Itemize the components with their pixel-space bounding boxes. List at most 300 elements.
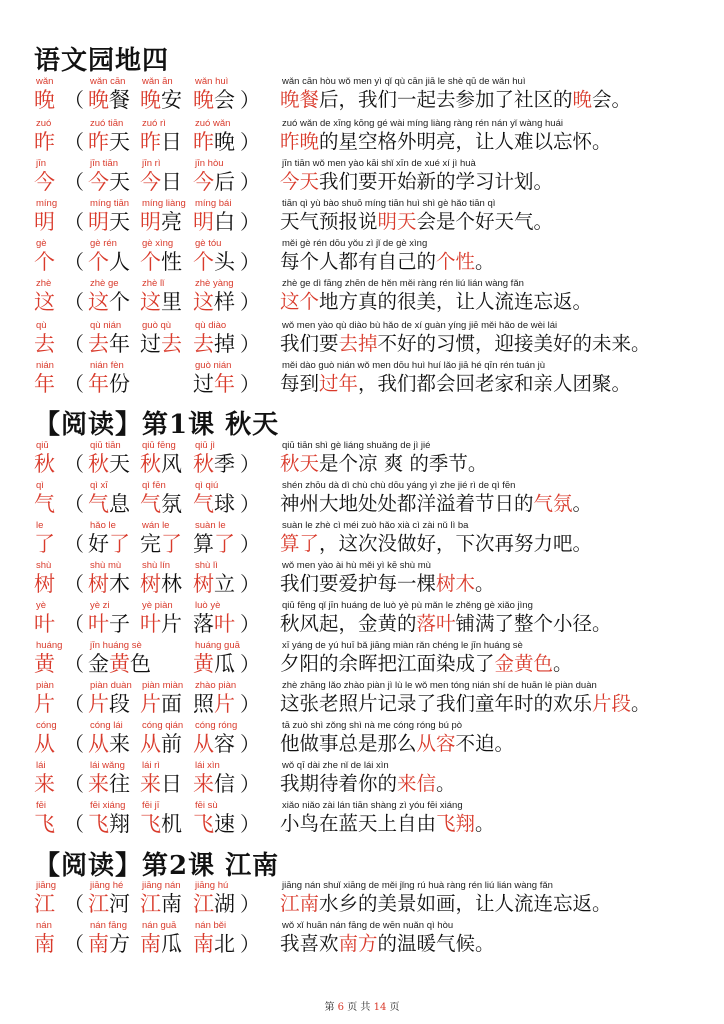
word-character: 性: [161, 250, 182, 274]
vocab-row: [0, 720, 724, 758]
word-character: 晚: [140, 88, 161, 112]
word-pinyin: piàn duàn: [90, 680, 132, 691]
word-pinyin: zuó wǎn: [195, 118, 231, 129]
word-character: 里: [161, 290, 182, 314]
highlight-word: 落叶: [416, 612, 456, 635]
word-character: 去: [161, 332, 182, 356]
word-character: 了: [161, 532, 182, 556]
word: [140, 129, 182, 155]
example-sentence: [280, 611, 612, 637]
open-paren: （: [64, 130, 84, 154]
vocab-row: [0, 560, 724, 598]
word: [193, 169, 235, 195]
word: [88, 731, 130, 757]
word-pinyin: cóng lái: [90, 720, 123, 731]
sentence-text: 的星空格外明亮，让人难以忘怀。: [319, 130, 612, 153]
word-character: 片: [214, 692, 235, 716]
word-character: 南: [161, 892, 182, 916]
word-pinyin: zuó tiān: [90, 118, 124, 129]
close-paren: ）: [240, 210, 260, 234]
highlight-word: 这个: [280, 290, 320, 313]
word-character: 容: [214, 732, 235, 756]
word-character: 昨: [88, 130, 109, 154]
word-character: 这: [140, 290, 161, 314]
char-pinyin: míng: [36, 198, 58, 209]
sentence-pinyin: zhè ge dì fāng zhēn de hěn měi ràng rén liú lián wàng fǎn: [282, 278, 524, 289]
word-pinyin: cóng róng: [195, 720, 238, 731]
close-paren: ）: [240, 892, 260, 916]
sentence-text: 我们要开始新的学习计划。: [319, 170, 554, 193]
sentence-text: 后，我们一起去参加了社区的: [319, 88, 573, 111]
close-paren: ）: [240, 732, 260, 756]
sentence-text: 每个人都有自己的: [280, 250, 437, 273]
word-character: 这: [193, 290, 214, 314]
close-paren: ）: [240, 572, 260, 596]
char-pinyin: zhè: [36, 278, 52, 289]
sentence-text: 铺满了整个小径。: [455, 612, 612, 635]
section-title: 语文园地四: [34, 46, 170, 76]
word-character: 安: [161, 88, 182, 112]
word-character: 片: [140, 692, 161, 716]
vocab-row: [0, 118, 724, 156]
word: [88, 451, 130, 477]
word-character: 来: [140, 772, 161, 796]
word-character: 个: [140, 250, 161, 274]
word-character: 今: [193, 170, 214, 194]
word: [193, 451, 235, 477]
sentence-pinyin: zuó wǎn de xīng kōng gé wài míng liàng ràng rén nán yǐ wàng huái: [282, 118, 563, 129]
word-pinyin: nián fèn: [90, 360, 124, 371]
example-sentence: [280, 331, 651, 357]
word-pinyin: nán guā: [142, 920, 177, 931]
word: [88, 169, 130, 195]
char-pinyin: jīn: [36, 158, 47, 169]
sentence-text: 夕阳的余晖把江面染成了: [280, 652, 495, 675]
word-pinyin: wǎn cān: [90, 76, 126, 87]
close-paren: ）: [240, 332, 260, 356]
word: [193, 129, 235, 155]
word-pinyin: míng liàng: [142, 198, 186, 209]
highlight-word: 个性: [436, 250, 476, 273]
footer-pre: 第: [324, 1002, 338, 1013]
example-sentence: [280, 891, 612, 917]
word: [88, 771, 130, 797]
word-character: 北: [214, 932, 235, 956]
char-pinyin: huáng: [36, 640, 63, 651]
main-character: 去: [34, 332, 55, 356]
main-character: 黄: [34, 652, 55, 676]
sentence-pinyin: shén zhōu dà dì chù chù dōu yáng yì zhe jié rì de qì fēn: [282, 480, 516, 491]
word-pinyin: qiū jì: [195, 440, 216, 451]
word-character: 秋: [88, 452, 109, 476]
word-pinyin: gè xìng: [142, 238, 174, 249]
word: [88, 811, 130, 837]
word-character: 来: [193, 772, 214, 796]
word: [88, 331, 130, 357]
vocab-row: [0, 198, 724, 236]
char-pinyin: qì: [36, 480, 44, 491]
word: [88, 209, 130, 235]
word: [193, 491, 235, 517]
highlight-word: 来信: [397, 772, 437, 795]
close-paren: ）: [240, 612, 260, 636]
word-character: 人: [109, 250, 130, 274]
open-paren: （: [64, 290, 84, 314]
word-pinyin: wǎn ān: [142, 76, 173, 87]
word: [193, 891, 235, 917]
close-paren: ）: [240, 290, 260, 314]
open-paren: （: [64, 732, 84, 756]
open-paren: （: [64, 572, 84, 596]
word: [140, 331, 182, 357]
word-character: 速: [214, 812, 235, 836]
word-character: 江: [88, 892, 109, 916]
word-pinyin: qì xī: [90, 480, 108, 491]
word: [140, 491, 182, 517]
word-character: 南: [193, 932, 214, 956]
sentence-pinyin: xiǎo niǎo zài lán tiān shàng zì yóu fēi xiáng: [282, 800, 463, 811]
word-pinyin: qì fēn: [142, 480, 166, 491]
example-sentence: [280, 209, 553, 235]
word-character: 木: [109, 572, 130, 596]
main-character: 今: [34, 170, 55, 194]
example-sentence: [280, 371, 631, 397]
word-character: 气: [140, 492, 161, 516]
word-character: 气: [193, 492, 214, 516]
main-character: 树: [34, 572, 55, 596]
word: [193, 731, 235, 757]
word-pinyin: luò yè: [195, 600, 221, 611]
word: [140, 531, 182, 557]
char-pinyin: jiāng: [36, 880, 57, 891]
word-character: 年: [214, 372, 235, 396]
word: [88, 491, 130, 517]
vocab-row: [0, 920, 724, 958]
sentence-text: 不迫。: [455, 732, 515, 755]
vocab-row: [0, 800, 724, 838]
word-character: 来: [109, 732, 130, 756]
word-pinyin: zhè yàng: [195, 278, 234, 289]
word-pinyin: lái wǎng: [90, 760, 125, 771]
char-pinyin: yè: [36, 600, 47, 611]
main-character: 来: [34, 772, 55, 796]
open-paren: （: [64, 772, 84, 796]
word-character: 黄: [193, 652, 214, 676]
word: [140, 249, 182, 275]
sentence-text: 我喜欢: [280, 932, 339, 955]
word-character: 日: [161, 772, 182, 796]
word: [193, 209, 235, 235]
sentence-text: 。: [436, 772, 456, 795]
main-character: 飞: [34, 812, 55, 836]
word-character: 白: [214, 210, 235, 234]
word-character: 河: [109, 892, 130, 916]
highlight-word: 过年: [319, 372, 359, 395]
word: [140, 289, 182, 315]
word-character: 从: [193, 732, 214, 756]
close-paren: ）: [240, 130, 260, 154]
word: [140, 209, 182, 235]
word-character: 昨: [193, 130, 214, 154]
word-pinyin: huáng guā: [195, 640, 240, 651]
word-character: 份: [109, 372, 130, 396]
word: [88, 691, 130, 717]
sentence-pinyin: suàn le zhè cì méi zuò hǎo xià cì zài nǔ lì ba: [282, 520, 469, 531]
word-character: 段: [109, 692, 130, 716]
word-character: 明: [140, 210, 161, 234]
word-pinyin: fēi jī: [142, 800, 160, 811]
char-pinyin: lái: [36, 760, 46, 771]
word-character: 过: [140, 332, 161, 356]
vocab-row: [0, 76, 724, 114]
main-character: 晚: [34, 88, 55, 112]
word-character: 南: [88, 932, 109, 956]
example-sentence: [280, 811, 495, 837]
highlight-word: 晚: [572, 88, 593, 111]
word-character: 日: [161, 170, 182, 194]
main-character: 江: [34, 892, 55, 916]
highlight-word: 去掉: [338, 332, 378, 355]
word-character: 片: [161, 612, 182, 636]
word-character: 后: [214, 170, 235, 194]
word-pinyin: shù lín: [142, 560, 170, 571]
word: [193, 691, 235, 717]
footer-post: 页: [386, 1002, 400, 1013]
word: [88, 651, 151, 677]
word: [88, 87, 130, 113]
sentence-pinyin: wǒ men yào qù diào bù hǎo de xí guàn yíng jiē měi hǎo de wèi lái: [282, 320, 558, 331]
word-character: 金: [88, 652, 109, 676]
word: [88, 531, 130, 557]
word-character: 飞: [193, 812, 214, 836]
word: [88, 129, 130, 155]
word: [193, 371, 235, 397]
main-character: 年: [34, 372, 55, 396]
sentence-text: 。: [631, 692, 651, 715]
highlight-word: 片段: [592, 692, 632, 715]
word-pinyin: piàn miàn: [142, 680, 184, 691]
char-pinyin: gè: [36, 238, 47, 249]
word-character: 了: [214, 532, 235, 556]
sentence-pinyin: tā zuò shì zǒng shì nà me cóng róng bú pò: [282, 720, 463, 731]
vocab-row: [0, 158, 724, 196]
vocab-row: [0, 440, 724, 478]
sentence-pinyin: wǒ xǐ huān nán fāng de wēn nuǎn qì hòu: [282, 920, 454, 931]
open-paren: （: [64, 532, 84, 556]
char-pinyin: qiū: [36, 440, 49, 451]
word-pinyin: lái xìn: [195, 760, 220, 771]
open-paren: （: [64, 372, 84, 396]
sentence-text: 。: [572, 492, 593, 515]
word-pinyin: jīn rì: [142, 158, 161, 169]
open-paren: （: [64, 170, 84, 194]
main-character: 气: [34, 492, 55, 516]
footer-mid: 页 共: [344, 1002, 374, 1013]
word-pinyin: jīn hòu: [195, 158, 224, 169]
word-pinyin: nán fāng: [90, 920, 127, 931]
highlight-word: 秋天: [280, 452, 320, 475]
word-character: 江: [193, 892, 214, 916]
sentence-text: 这张老照片记录了我们童年时的欢乐: [280, 692, 593, 715]
char-pinyin: nán: [36, 920, 52, 931]
word-character: 年: [88, 372, 109, 396]
word: [193, 249, 235, 275]
word-character: 去: [88, 332, 109, 356]
word-pinyin: qiū tiān: [90, 440, 121, 451]
word-pinyin: qiū fēng: [142, 440, 176, 451]
sentence-text: 我们要爱护每一棵: [280, 572, 437, 595]
sentence-pinyin: jiāng nán shuǐ xiāng de měi jǐng rú huà ràng rén liú lián wàng fǎn: [282, 880, 553, 891]
word-pinyin: yè zi: [90, 600, 110, 611]
word-character: 息: [109, 492, 130, 516]
word-character: 信: [214, 772, 235, 796]
word-pinyin: nán běi: [195, 920, 227, 931]
current-page-number: 6: [337, 1002, 345, 1013]
close-paren: ）: [240, 652, 260, 676]
word-pinyin: jīn tiān: [90, 158, 118, 169]
word-pinyin: yè piàn: [142, 600, 173, 611]
sentence-text: 。: [475, 572, 495, 595]
char-pinyin: zuó: [36, 118, 52, 129]
highlight-word: 昨晚: [280, 130, 320, 153]
word: [193, 931, 235, 957]
word: [140, 771, 182, 797]
word-pinyin: míng bái: [195, 198, 232, 209]
word-character: 今: [88, 170, 109, 194]
sentence-text: 我们要: [280, 332, 339, 355]
char-pinyin: piàn: [36, 680, 54, 691]
word-character: 球: [214, 492, 235, 516]
vocab-row: [0, 640, 724, 678]
word-pinyin: qì qiú: [195, 480, 219, 491]
word-character: 立: [214, 572, 235, 596]
vocab-row: [0, 880, 724, 918]
sentence-text: 。: [475, 812, 495, 835]
open-paren: （: [64, 88, 84, 112]
sentence-text: 小鸟在蓝天上自由: [280, 812, 437, 835]
word-pinyin: zhè ge: [90, 278, 119, 289]
highlight-word: 晚餐: [280, 88, 320, 111]
sentence-pinyin: zhè zhāng lǎo zhào piàn jì lù le wǒ men tóng nián shí de huān lè piàn duàn: [282, 680, 597, 691]
example-sentence: [280, 571, 495, 597]
word-character: 前: [161, 732, 182, 756]
highlight-word: 南方: [338, 932, 378, 955]
word-character: 晚: [193, 88, 214, 112]
word-pinyin: jiāng hé: [90, 880, 124, 891]
word-character: 机: [161, 812, 182, 836]
word-pinyin: gè tóu: [195, 238, 222, 249]
close-paren: ）: [240, 692, 260, 716]
word-character: 叶: [140, 612, 161, 636]
word-character: 氛: [161, 492, 182, 516]
vocab-row: [0, 320, 724, 358]
word: [193, 331, 235, 357]
vocab-row: [0, 278, 724, 316]
word-character: 翔: [109, 812, 130, 836]
word-character: 叶: [214, 612, 235, 636]
word: [88, 249, 130, 275]
word-character: 方: [109, 932, 130, 956]
word-character: 日: [161, 130, 182, 154]
close-paren: ）: [240, 812, 260, 836]
open-paren: （: [64, 692, 84, 716]
word-character: 湖: [214, 892, 235, 916]
word-character: 飞: [140, 812, 161, 836]
word-character: 季: [214, 452, 235, 476]
vocab-row: [0, 760, 724, 798]
word-character: 秋: [193, 452, 214, 476]
sentence-text: 他做事总是那么: [280, 732, 417, 755]
word: [193, 771, 235, 797]
word-character: 天: [109, 210, 130, 234]
vocab-row: [0, 600, 724, 638]
highlight-word: 金黄色: [494, 652, 554, 675]
word-character: 亮: [161, 210, 182, 234]
word-character: 黄: [109, 652, 130, 676]
main-character: 片: [34, 692, 55, 716]
sentence-pinyin: wǒ men yào ài hù měi yì kē shù mù: [282, 560, 431, 571]
word-character: 树: [88, 572, 109, 596]
example-sentence: [280, 651, 573, 677]
word-character: 树: [193, 572, 214, 596]
word-pinyin: suàn le: [195, 520, 226, 531]
word-character: 面: [161, 692, 182, 716]
sentence-text: 。: [553, 652, 573, 675]
word-character: 个: [109, 290, 130, 314]
word: [193, 531, 235, 557]
sentence-text: 神州大地处处都洋溢着节日的: [280, 492, 534, 515]
word-character: 气: [88, 492, 109, 516]
main-character: 这: [34, 290, 55, 314]
close-paren: ）: [240, 88, 260, 112]
open-paren: （: [64, 892, 84, 916]
open-paren: （: [64, 210, 84, 234]
word-character: 算: [193, 532, 214, 556]
highlight-word: 明天: [377, 210, 417, 233]
highlight-word: 气氛: [533, 492, 573, 515]
example-sentence: [280, 491, 592, 517]
word-character: 瓜: [161, 932, 182, 956]
word-pinyin: jīn huáng sè: [90, 640, 142, 651]
main-character: 叶: [34, 612, 55, 636]
word: [193, 651, 235, 677]
word-character: 完: [140, 532, 161, 556]
sentence-pinyin: qiū fēng qǐ jīn huáng de luò yè pù mǎn le zhěng gè xiǎo jìng: [282, 600, 533, 611]
word-character: 明: [88, 210, 109, 234]
sentence-text: 地方真的很美，让人流连忘返。: [319, 290, 593, 313]
word-character: 今: [140, 170, 161, 194]
word: [88, 611, 130, 637]
sentence-text: 天气预报说: [280, 210, 378, 233]
sentence-text: 。: [475, 250, 495, 273]
highlight-word: 飞翔: [436, 812, 476, 835]
word: [193, 811, 235, 837]
sentence-pinyin: wǒ qī dài zhe nǐ de lái xìn: [282, 760, 389, 771]
word-character: 样: [214, 290, 235, 314]
word-pinyin: shù lì: [195, 560, 218, 571]
word-character: 晚: [214, 130, 235, 154]
main-character: 了: [34, 532, 55, 556]
close-paren: ）: [240, 492, 260, 516]
word-character: 来: [88, 772, 109, 796]
sentence-text: 不好的习惯，迎接美好的未来。: [377, 332, 651, 355]
close-paren: ）: [240, 170, 260, 194]
word-pinyin: hǎo le: [90, 520, 116, 531]
word: [140, 87, 182, 113]
close-paren: ）: [240, 372, 260, 396]
word-character: 昨: [140, 130, 161, 154]
char-pinyin: cóng: [36, 720, 57, 731]
